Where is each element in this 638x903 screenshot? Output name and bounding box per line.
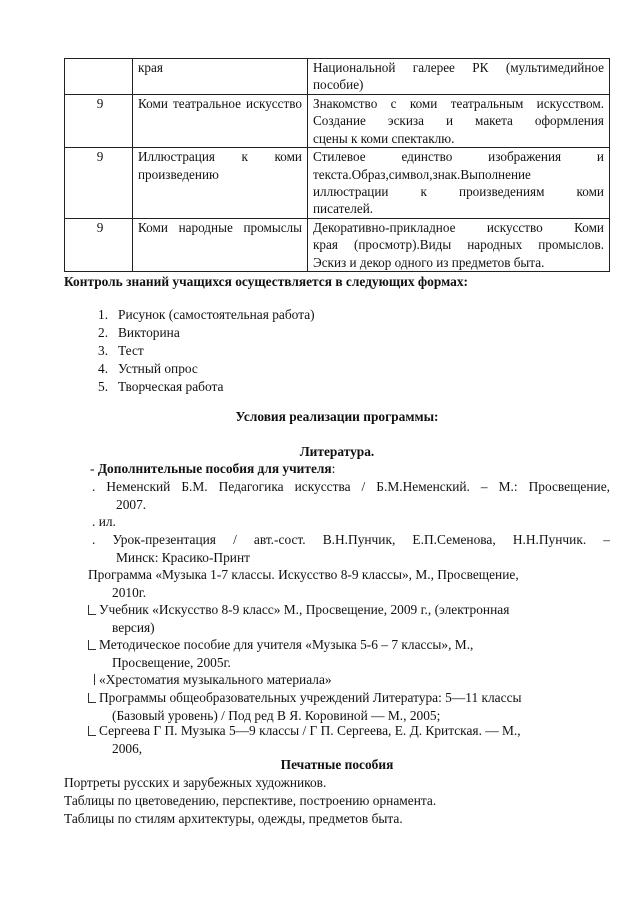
conditions-title: Условия реализации программы:	[235, 409, 439, 424]
control-heading: Контроль знаний учащихся осуществляется в следующих формах:	[64, 274, 468, 289]
row-topic: края	[133, 59, 308, 95]
reference-item	[92, 513, 610, 531]
description-line: Стилевое единство изображения и	[313, 149, 604, 165]
teacher-resources-heading	[90, 460, 335, 478]
bullet-box-icon	[88, 726, 96, 736]
printed-item: Таблицы по стилям архитектуры, одежды, предметов быта.	[64, 811, 403, 826]
row-description	[308, 148, 610, 219]
bullet-bar-icon	[94, 674, 95, 685]
reference-line: «Хрестоматия музыкального материала»	[99, 672, 332, 687]
list-text: Творческая работа	[118, 378, 224, 394]
reference-line: версия)	[112, 619, 155, 635]
list-number: 1.	[98, 307, 109, 322]
reference-line: 2006,	[112, 740, 143, 756]
list-item	[98, 378, 315, 396]
reference-line: . Неменский Б.М. Педагогика искусства / Б.М.Неменский. – М.: Просвещение,	[92, 479, 610, 494]
program-table	[64, 58, 610, 272]
row-number: 9	[65, 148, 133, 219]
list-number: 2.	[98, 324, 109, 340]
list-text: Рисунок (самостоятельная работа)	[118, 307, 315, 322]
row-description	[308, 218, 610, 271]
reference-line: Просвещение, 2005г.	[112, 654, 231, 670]
description-line: сцены к коми спектаклю.	[313, 130, 455, 146]
reference-item	[94, 671, 612, 689]
list-text: Устный опрос	[118, 360, 198, 376]
printed-item: Таблицы по цветоведению, перспективе, построению орнамента.	[64, 793, 437, 808]
reference-line: . ил.	[92, 514, 116, 529]
list-item	[98, 306, 315, 324]
description-line: Декоративно-прикладное искусство Коми	[313, 219, 604, 235]
reference-line: 2007.	[116, 496, 147, 512]
row-number: 9	[65, 94, 133, 147]
dash-prefix: -	[90, 461, 95, 476]
reference-item	[88, 689, 606, 724]
description-line: Национальной галерее РК (мультимедийное	[313, 60, 604, 75]
heading-colon: :	[331, 461, 336, 476]
description-line: края (просмотр).Виды народных промыслов.	[313, 237, 604, 253]
reference-line: Минск: Красико-Принт	[116, 549, 250, 565]
list-number: 4.	[98, 360, 109, 376]
reference-line: 2010г.	[112, 584, 147, 600]
teacher-heading-text: Дополнительные пособия для учителя	[97, 461, 332, 476]
reference-item	[88, 722, 606, 757]
table-row	[65, 94, 610, 147]
bullet-box-icon	[88, 640, 96, 650]
row-topic: Коми народные промыслы	[133, 218, 308, 271]
reference-line: Учебник «Искусство 8-9 класс» М., Просвещение, 2009 г., (электронная	[99, 602, 510, 617]
reference-line: Программа «Музыка 1-7 классы. Искусство 8-9 классы», М., Просвещение,	[88, 567, 519, 582]
bullet-box-icon	[88, 605, 96, 615]
literature-title: Литература.	[299, 444, 375, 459]
row-number	[65, 59, 133, 95]
printed-item: Портреты русских и зарубежных художников.	[64, 775, 327, 790]
description-line: пособие)	[313, 77, 364, 93]
description-line: Создание эскиза и макета оформления	[313, 113, 604, 129]
table-row	[65, 59, 610, 95]
description-line: Эскиз и декор одного из предметов быта.	[313, 254, 545, 270]
reference-line: Сергеева Г П. Музыка 5—9 классы / Г П. Сергеева, Е. Д. Критская. — М.,	[99, 723, 521, 738]
list-item	[98, 324, 315, 342]
list-item	[98, 342, 315, 360]
bullet-box-icon	[88, 693, 96, 703]
row-topic: Иллюстрация к коми произведению	[133, 148, 308, 219]
reference-item	[88, 636, 606, 671]
table-row	[65, 218, 610, 271]
control-forms-list	[98, 306, 315, 396]
printed-materials-title: Печатные пособия	[280, 757, 394, 772]
list-number: 5.	[98, 378, 109, 394]
description-line: Знакомство с коми театральным искусством.	[313, 95, 604, 111]
list-item	[98, 360, 315, 378]
description-line: писателей.	[313, 201, 374, 217]
row-number: 9	[65, 218, 133, 271]
row-topic: Коми театральное искусство	[133, 94, 308, 147]
row-description	[308, 59, 610, 95]
reference-line: Программы общеобразовательных учреждений Литература: 5—11 классы	[99, 690, 522, 705]
list-number: 3.	[98, 342, 109, 358]
reference-item	[88, 601, 606, 636]
reference-item	[92, 531, 610, 566]
reference-line: (Базовый уровень) / Под ред В Я. Коровиной — М., 2005;	[112, 707, 441, 723]
list-text: Викторина	[118, 324, 180, 340]
description-line: текста.Образ,символ,знак.Выполнение	[313, 166, 531, 182]
reference-item	[88, 566, 606, 601]
description-line: иллюстрации к произведениям коми	[313, 183, 604, 199]
reference-line: . Урок-презентация / авт.-сост. В.Н.Пунчик, Е.П.Семенова, Н.Н.Пунчик. –	[92, 532, 610, 547]
reference-item	[92, 478, 610, 513]
row-description	[308, 94, 610, 147]
table-row	[65, 148, 610, 219]
reference-line: Методическое пособие для учителя «Музыка 5-6 – 7 классы», М.,	[99, 637, 474, 652]
list-text: Тест	[118, 342, 144, 358]
